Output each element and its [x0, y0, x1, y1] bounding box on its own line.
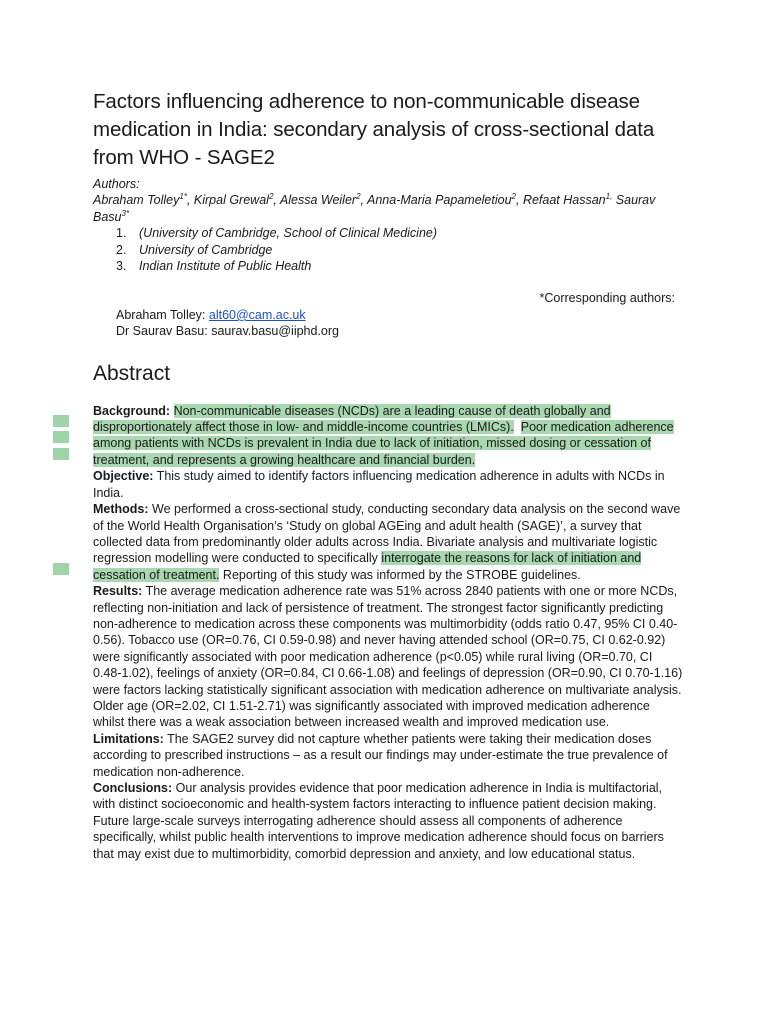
author-affiliation-sup: 2	[511, 192, 516, 202]
authors-list: Abraham Tolley$^{1*}$, Kirpal Grewal$^2$, Alessa Weiler$^2$, Anna-Maria Papameletiou$^2$, Refaat Hassan$^{1,}$ Saurav Basu$^{3*}$	[93, 192, 656, 224]
section-label: Methods:	[93, 502, 149, 517]
highlighted-text[interactable]: interrogate the reasons for lack of initiation and cessation of treatment.	[93, 551, 642, 582]
highlighted-text[interactable]: Poor medication adherence among patients with NCDs is prevalent in India due to lack of initiation, missed dosing or cessation of treatment, and represents a growing healthcare and financial burden.	[93, 420, 674, 467]
authors-label: Authors:	[93, 177, 140, 191]
author-affiliation-sup: 1,	[605, 192, 613, 202]
abstract-conclusions: Conclusions: Our analysis provides evidence that poor medication adherence in India is multifactorial, with distinct socioeconomic and health-system factors interacting to influence patient decision making. Future large-scale surveys interrogating adherence should assess all components of adherence specifically, whilst public health interventions to improve medication adherence should focus on barriers that may exist due to multimorbidity, comorbid depression and anxiety, and low educational status.	[93, 781, 664, 861]
author-name: Kirpal Grewal	[193, 193, 269, 208]
abstract-heading: Abstract	[93, 361, 171, 385]
highlight-marker[interactable]	[53, 415, 69, 427]
paper-content	[93, 88, 683, 862]
abstract-results: Results: The average medication adherence rate was 51% across 2840 patients with one or more NCDs, reflecting non-initiation and lack of persistence of treatment. The strongest factor significantly predicting non-adherence to medication across these components was multimorbidity (odds ratio 0.47, 95% CI 0.40-0.56). Tobacco use (OR=0.76, CI 0.59-0.98) and never having attended school (OR=0.75, CI 0.62-0.92) were significantly associated with poor medication adherence (p<0.05) while rural living (OR=0.70, CI 0.48-1.02), feelings of anxiety (OR=0.84, CI 0.66-1.08) and feelings of depression (OR=0.90, CI 0.70-1.16) were factors lacking statistically significant association with medication adherence on multivariate analysis. Older age (OR=2.02, CI 1.51-2.71) was significantly associated with improved medication adherence whilst there was a weak association between increased wealth and improved medication use.	[93, 584, 683, 730]
section-label: Objective:	[93, 469, 154, 484]
paper-title: Factors influencing adherence to non-communicable disease medication in India: secondary analysis of cross-sectional data from WHO - SAGE2	[93, 90, 655, 169]
section-label: Results:	[93, 584, 143, 599]
section-label: Limitations:	[93, 731, 164, 746]
affiliation-item: 1. (University of Cambridge, School of Clinical Medicine)	[116, 226, 438, 241]
abstract-objective: Objective: This study aimed to identify factors influencing medication adherence in adults with NCDs in India.	[93, 469, 665, 500]
abstract-limitations: Limitations: The SAGE2 survey did not capture whether patients were taking their medication doses according to prescribed instructions – as a result our findings may under-estimate the true prevalence of medication non-adherence.	[93, 731, 668, 779]
abstract-background	[93, 403, 683, 469]
author-name: Refaat Hassan	[522, 193, 606, 208]
corresponding-authors-label: *Corresponding authors:	[539, 291, 675, 306]
affiliations-list	[93, 225, 678, 274]
highlighted-text[interactable]: Non-communicable diseases (NCDs) are a leading cause of death globally and disproportionately affect those in low- and middle-income countries (LMICs).	[93, 403, 611, 435]
affiliation-item: 2. University of Cambridge	[116, 242, 273, 257]
author-name: Abraham Tolley	[93, 193, 180, 208]
section-label: Conclusions:	[93, 781, 173, 795]
author-affiliation-sup: 2	[356, 192, 361, 202]
author-affiliation-sup: 3*	[121, 208, 130, 218]
author-affiliation-sup: 1*	[179, 192, 187, 202]
highlight-marker[interactable]	[53, 563, 69, 575]
contact-line: Abraham Tolley: alt60@cam.ac.uk	[116, 307, 306, 322]
abstract-body	[93, 403, 683, 862]
author-name: Anna-Maria Papameletiou	[367, 193, 512, 208]
abstract-methods: Methods: We performed a cross-sectional study, conducting secondary data analysis on the second wave of the World Health Organisation’s ‘Study on global AGEing and adult health (SAGE)’, a survey that collected data from predominantly older adults across India. Bivariate analysis and multivariate logistic regression modelling were conducted to specifically interrogate the reasons for lack of initiation and cessation of treatment. Reporting of this study was informed by the STROBE guidelines.	[93, 502, 681, 582]
contact-line: Dr Saurav Basu: saurav.basu@iiphd.org	[116, 324, 339, 339]
author-affiliation-sup: 2	[268, 192, 274, 202]
author-name: Saurav Basu	[93, 193, 656, 224]
highlight-marker[interactable]	[53, 431, 69, 443]
section-label: Background:	[93, 403, 171, 418]
email-text: saurav.basu@iiphd.org	[211, 324, 339, 339]
email-link[interactable]: alt60@cam.ac.uk	[208, 307, 306, 322]
affiliation-item: 3. Indian Institute of Public Health	[116, 259, 312, 274]
highlight-marker[interactable]	[53, 448, 69, 460]
author-name: Alessa Weiler	[279, 193, 357, 208]
